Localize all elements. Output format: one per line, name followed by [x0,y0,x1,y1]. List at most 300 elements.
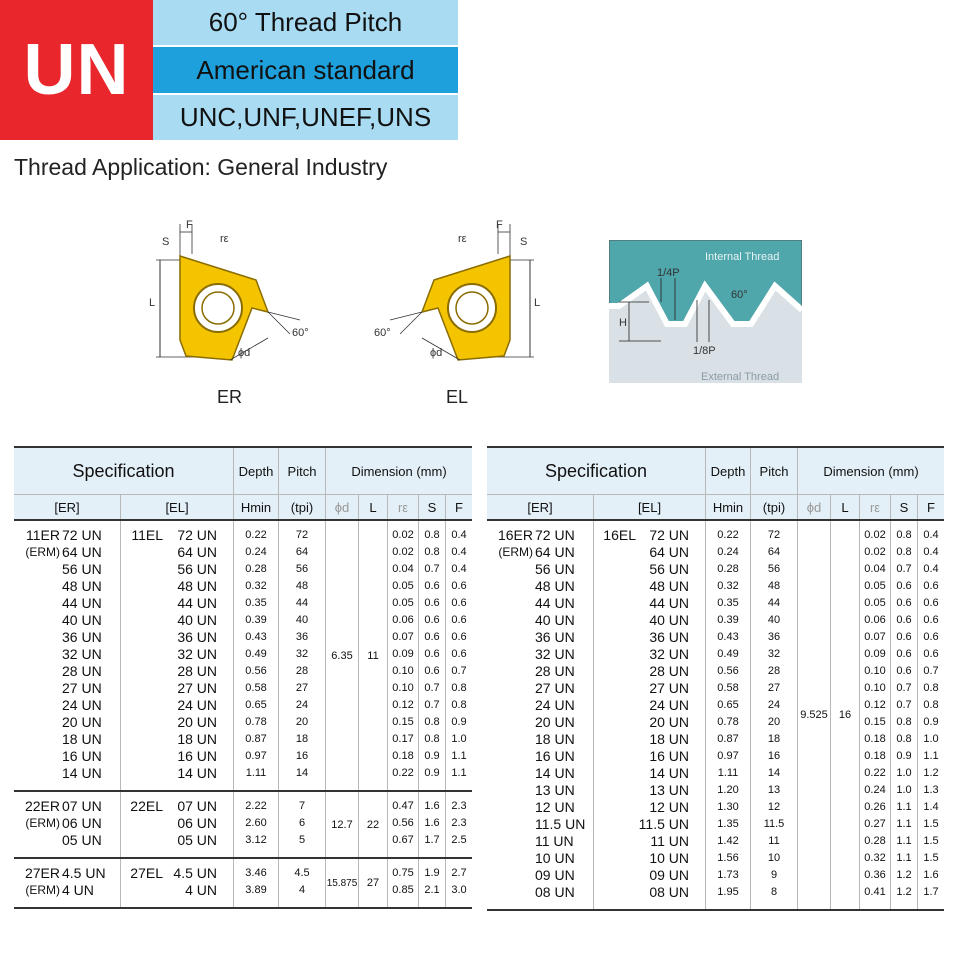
cell-value: 64 [767,546,781,558]
depth-header: Depth [706,447,751,495]
cell-value: 0.43 [717,631,739,643]
cell-value: 0.87 [717,733,739,745]
er-spec: 64 UN [535,544,575,560]
el-spec: 44 UN [177,595,217,611]
er-spec: 28 UN [535,663,575,679]
er-spec: 20 UN [62,714,102,730]
el-spec: 32 UN [177,646,217,662]
cell-value: 44 [767,597,781,609]
table-row [14,858,472,908]
cell-value: 0.58 [717,682,739,694]
er-spec: 48 UN [62,578,102,594]
cell-value: 1.7 [923,886,939,898]
er-spec: 44 UN [62,595,102,611]
s-column [891,520,918,910]
el-spec: 28 UN [177,663,217,679]
cell-value: 0.78 [717,716,739,728]
cell-value: 48 [767,580,781,592]
cell-value: 0.04 [392,563,414,575]
el-spec: 72 UN [649,527,689,543]
cell-value: 0.18 [392,750,414,762]
el-f-label: F [496,219,503,231]
cell-value: 0.05 [392,580,414,592]
cell-value: 0.24 [717,546,739,558]
er-spec: 36 UN [62,629,102,645]
cell-value: 1.2 [896,886,912,898]
cell-value: 36 [295,631,309,643]
er-spec: 14 UN [535,765,575,781]
cell-value: 1.11 [245,767,267,779]
el-spec: 13 UN [649,782,689,798]
er-spec: 10 UN [535,850,575,866]
el-spec: 18 UN [649,731,689,747]
cell-value: 0.6 [923,648,939,660]
cell-value: 0.09 [864,648,886,660]
er-spec: 16 UN [535,748,575,764]
cell-value: 1.2 [896,869,912,881]
el-spec: 16 UN [177,748,217,764]
cell-value: 0.8 [451,699,467,711]
cell-value: 0.24 [245,546,267,558]
cell-value: 0.32 [864,852,886,864]
el-model: 11EL [131,527,163,543]
f-header: F [918,495,945,521]
er-spec: 12 UN [535,799,575,815]
er-header: [ER] [14,495,121,521]
cell-value: 1.11 [717,767,739,779]
cell-value: 0.6 [923,631,939,643]
cell-value: 1.30 [717,801,739,813]
cell-value: 0.22 [864,767,886,779]
cell-value: 0.7 [451,665,467,677]
s-header: S [419,495,446,521]
er-re-label: rε [220,233,229,245]
cell-value: 0.35 [245,597,267,609]
er-model: 22ER [24,798,60,814]
cell-value: 18 [295,733,309,745]
header-line-pitch: 60° Thread Pitch [153,0,458,45]
cell-value: 1.2 [923,767,939,779]
cell-value: 1.1 [451,767,467,779]
cell-value: 56 [767,563,781,575]
cell-value: 0.6 [424,631,440,643]
quarter-p-label: 1/4P [657,267,680,279]
cell-value: 1.20 [717,784,739,796]
re-header: rε [388,495,419,521]
cell-value: 0.4 [451,546,467,558]
cell-value: 0.75 [392,867,414,879]
cell-value: 18 [767,733,781,745]
cell-value: 2.1 [424,884,440,896]
el-spec: 56 UN [177,561,217,577]
el-spec: 10 UN [649,850,689,866]
el-spec: 09 UN [649,867,689,883]
cell-value: 1.7 [424,834,440,846]
dimension-header: Dimension (mm) [326,447,473,495]
cell-value: 2.22 [245,800,267,812]
er-model: 27ER [24,865,60,881]
er-spec: 24 UN [62,697,102,713]
cell-value: 0.35 [717,597,739,609]
cell-value: 0.28 [245,563,267,575]
d-header: ϕd [798,495,831,521]
cell-value: 2.7 [451,867,467,879]
cell-value: 0.26 [864,801,886,813]
er-model: 16ER [497,527,533,543]
er-d-label: ϕd [238,347,251,359]
pitch-header: Pitch [751,447,798,495]
cell-value: 0.7 [424,563,440,575]
f-column [446,791,473,858]
cell-value: 0.8 [896,733,912,745]
f-column [446,858,473,908]
cell-value: 0.7 [896,563,912,575]
cell-value: 0.9 [451,716,467,728]
cell-value: 0.8 [424,716,440,728]
cell-value: 1.73 [717,869,739,881]
cell-value: 1.5 [923,835,939,847]
l-value: 16 [831,520,860,910]
cell-value: 0.7 [424,699,440,711]
cell-value: 0.07 [392,631,414,643]
cell-value: 0.10 [864,682,886,694]
cell-value: 0.28 [717,563,739,575]
el-spec: 18 UN [177,731,217,747]
cell-value: 2.5 [451,834,467,846]
internal-thread-label: Internal Thread [705,251,780,263]
tpi-column [279,858,326,908]
cell-value: 0.22 [245,529,267,541]
er-spec: 13 UN [535,782,575,798]
er-spec: 36 UN [535,629,575,645]
f-column [446,520,473,791]
el-spec: 20 UN [177,714,217,730]
el-spec: 06 UN [177,815,217,831]
cell-value: 0.18 [864,750,886,762]
er-label: ER [217,387,243,407]
cell-value: 1.35 [717,818,739,830]
l-header: L [831,495,860,521]
cell-value: 0.32 [245,580,267,592]
cell-value: 36 [767,631,781,643]
tpi-column [279,791,326,858]
tpi-header: (tpi) [279,495,326,521]
el-spec: 24 UN [649,697,689,713]
el-s-label: S [520,236,528,248]
el-spec: 40 UN [649,612,689,628]
cell-value: 0.02 [864,529,886,541]
er-spec: 56 UN [535,561,575,577]
cell-value: 0.7 [896,699,912,711]
er-angle-label: 60° [292,327,309,339]
er-spec: 4.5 UN [62,865,106,881]
cell-value: 0.6 [451,614,467,626]
cell-value: 27 [767,682,781,694]
cell-value: 16 [295,750,309,762]
el-spec: 11 UN [650,833,689,849]
er-f-label: F [186,219,193,231]
el-spec: 16 UN [649,748,689,764]
cell-value: 0.6 [896,580,912,592]
el-spec: 36 UN [177,629,217,645]
cell-value: 27 [295,682,309,694]
hmin-column [234,858,279,908]
cell-value: 0.28 [864,835,886,847]
er-insert-diagram [140,212,330,372]
tpi-column [751,520,798,910]
cell-value: 13 [767,784,781,796]
cell-value: 0.12 [392,699,414,711]
cell-value: 20 [295,716,309,728]
cell-value: 1.1 [896,835,912,847]
cell-value: 9 [770,869,778,881]
cell-value: 12 [767,801,781,813]
header-line-standard: American standard [153,47,458,93]
cell-value: 14 [767,767,781,779]
cell-value: 3.12 [245,834,267,846]
cell-value: 0.02 [864,546,886,558]
cell-value: 0.10 [864,665,886,677]
cell-value: 1.5 [923,818,939,830]
cell-value: 0.67 [392,834,414,846]
er-spec: 11 UN [535,833,574,849]
el-model: 16EL [603,527,636,543]
table-row [14,520,472,791]
cell-value: 1.0 [451,733,467,745]
l-value: 27 [359,858,388,908]
cell-value: 0.4 [923,546,939,558]
cell-value: 0.22 [392,767,414,779]
cell-value: 8 [770,886,778,898]
cell-value: 1.6 [424,800,440,812]
profile-angle-label: 60° [731,289,748,301]
er-spec: 24 UN [535,697,575,713]
thread-application: Thread Application: General Industry [14,154,388,180]
el-spec: 48 UN [649,578,689,594]
cell-value: 0.6 [923,614,939,626]
l-value: 11 [359,520,388,791]
cell-value: 0.58 [245,682,267,694]
cell-value: 1.6 [923,869,939,881]
cell-value: 0.39 [245,614,267,626]
er-spec: 56 UN [62,561,102,577]
s-header: S [891,495,918,521]
er-spec: 40 UN [535,612,575,628]
cell-value: 5 [298,834,306,846]
cell-value: 0.6 [424,648,440,660]
el-angle-label: 60° [374,327,391,339]
cell-value: 0.97 [245,750,267,762]
cell-value: 24 [767,699,781,711]
cell-value: 0.18 [864,733,886,745]
cell-value: 3.0 [451,884,467,896]
re-header: rε [860,495,891,521]
er-spec: 27 UN [62,680,102,696]
cell-value: 0.8 [896,716,912,728]
cell-value: 0.56 [245,665,267,677]
el-spec: 08 UN [649,884,689,900]
er-spec: 07 UN [62,798,102,814]
f-header: F [446,495,473,521]
erm-note: (ERM) [25,883,60,897]
er-spec: 20 UN [535,714,575,730]
cell-value: 20 [767,716,781,728]
cell-value: 1.4 [923,801,939,813]
cell-value: 0.6 [451,580,467,592]
cell-value: 0.05 [864,580,886,592]
cell-value: 56 [295,563,309,575]
el-l-label: L [534,297,541,309]
el-spec: 32 UN [649,646,689,662]
cell-value: 0.6 [896,597,912,609]
cell-value: 0.9 [896,750,912,762]
er-spec: 08 UN [535,884,575,900]
cell-value: 0.4 [923,529,939,541]
f-column [918,520,945,910]
cell-value: 0.9 [923,716,939,728]
er-spec: 4 UN [62,882,94,898]
el-spec: 14 UN [177,765,217,781]
cell-value: 0.6 [896,665,912,677]
cell-value: 0.27 [864,818,886,830]
cell-value: 0.6 [896,648,912,660]
cell-value: 0.6 [451,648,467,660]
cell-value: 0.06 [864,614,886,626]
cell-value: 0.65 [245,699,267,711]
cell-value: 24 [295,699,309,711]
l-value: 22 [359,791,388,858]
el-spec: 64 UN [649,544,689,560]
s-column [419,520,446,791]
cell-value: 1.0 [896,784,912,796]
el-re-label: rε [458,233,467,245]
el-spec: 36 UN [649,629,689,645]
el-spec: 72 UN [177,527,217,543]
cell-value: 0.6 [424,614,440,626]
table-row [487,520,944,910]
cell-value: 0.06 [392,614,414,626]
er-spec: 44 UN [535,595,575,611]
el-spec: 28 UN [649,663,689,679]
table-row [14,791,472,858]
external-thread-label: External Thread [701,371,780,383]
cell-value: 0.8 [896,529,912,541]
cell-value: 1.56 [717,852,739,864]
cell-value: 0.09 [392,648,414,660]
cell-value: 40 [767,614,781,626]
tpi-header: (tpi) [751,495,798,521]
er-spec: 11.5 UN [535,816,586,832]
cell-value: 0.8 [424,529,440,541]
el-model: 22EL [130,798,163,814]
cell-value: 0.7 [896,682,912,694]
el-spec: 44 UN [649,595,689,611]
cell-value: 6 [298,817,306,829]
cell-value: 28 [767,665,781,677]
el-spec: 64 UN [177,544,217,560]
er-spec: 40 UN [62,612,102,628]
s-column [419,858,446,908]
cell-value: 1.3 [923,784,939,796]
cell-value: 0.4 [451,563,467,575]
dimension-header: Dimension (mm) [798,447,945,495]
er-spec: 28 UN [62,663,102,679]
er-spec: 72 UN [62,527,102,543]
el-model: 27EL [130,865,163,881]
er-spec: 32 UN [535,646,575,662]
cell-value: 0.41 [864,886,886,898]
cell-value: 0.6 [424,665,440,677]
cell-value: 0.49 [717,648,739,660]
tpi-column [279,520,326,791]
cell-value: 0.8 [424,733,440,745]
el-spec: 07 UN [177,798,217,814]
el-spec: 56 UN [649,561,689,577]
er-spec: 72 UN [535,527,575,543]
cell-value: 0.36 [864,869,886,881]
s-column [419,791,446,858]
el-spec: 4.5 UN [173,865,217,881]
cell-value: 0.04 [864,563,886,575]
cell-value: 0.17 [392,733,414,745]
cell-value: 28 [295,665,309,677]
el-spec: 48 UN [177,578,217,594]
cell-value: 1.1 [896,852,912,864]
cell-value: 2.3 [451,800,467,812]
el-spec: 27 UN [177,680,217,696]
pitch-header: Pitch [279,447,326,495]
cell-value: 1.1 [896,818,912,830]
el-spec: 24 UN [177,697,217,713]
cell-value: 48 [295,580,309,592]
el-spec: 20 UN [649,714,689,730]
cell-value: 4 [298,884,306,896]
er-spec: 14 UN [62,765,102,781]
cell-value: 1.9 [424,867,440,879]
cell-value: 0.02 [392,546,414,558]
cell-value: 1.6 [424,817,440,829]
cell-value: 0.6 [923,597,939,609]
logo-un: UN [0,0,153,140]
cell-value: 0.7 [923,665,939,677]
cell-value: 1.1 [896,801,912,813]
cell-value: 0.4 [451,529,467,541]
cell-value: 44 [295,597,309,609]
cell-value: 0.7 [424,682,440,694]
el-label: EL [446,387,469,407]
er-spec: 32 UN [62,646,102,662]
cell-value: 0.85 [392,884,414,896]
d-value: 15.875 [326,858,359,908]
cell-value: 1.0 [923,733,939,745]
re-column [388,520,419,791]
el-header: [EL] [594,495,706,521]
left-spec-table [14,446,472,909]
cell-value: 1.42 [717,835,739,847]
el-d-label: ϕd [430,347,443,359]
hmin-column [706,520,751,910]
el-header: [EL] [121,495,234,521]
erm-note: (ERM) [498,545,533,559]
er-l-label: L [149,297,156,309]
er-spec: 16 UN [62,748,102,764]
cell-value: 0.12 [864,699,886,711]
el-spec: 14 UN [649,765,689,781]
cell-value: 0.8 [923,699,939,711]
cell-value: 0.39 [717,614,739,626]
er-model: 11ER [26,527,60,543]
er-spec: 64 UN [62,544,102,560]
